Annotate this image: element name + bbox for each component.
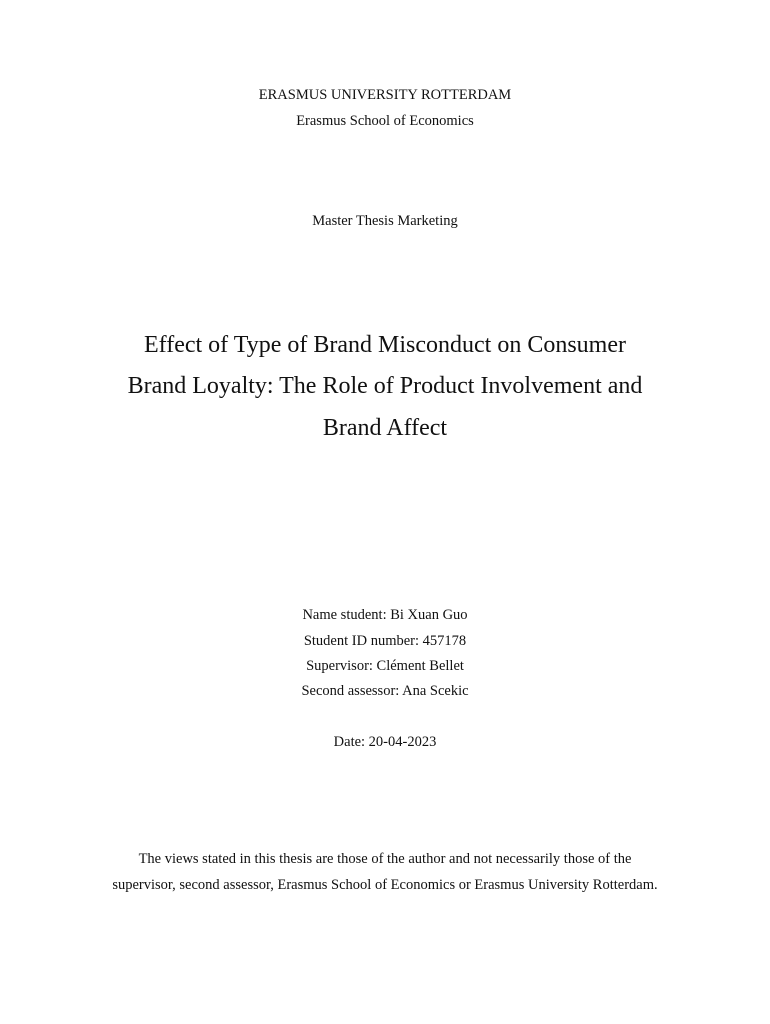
student-name: Name student: Bi Xuan Guo	[302, 607, 468, 623]
university-name: ERASMUS UNIVERSITY ROTTERDAM	[258, 87, 512, 103]
school-name: Erasmus School of Economics	[296, 113, 474, 129]
student-id: Student ID number: 457178	[303, 633, 467, 649]
disclaimer-line-1: The views stated in this thesis are those of the author and not necessarily those of the	[138, 851, 632, 867]
program-label: Master Thesis Marketing	[312, 213, 458, 229]
second-assessor: Second assessor: Ana Scekic	[301, 683, 469, 699]
thesis-title-line-2: Brand Loyalty: The Role of Product Involvement and	[127, 373, 643, 399]
thesis-title-line-1: Effect of Type of Brand Misconduct on Consumer	[143, 332, 626, 358]
submission-date: Date: 20-04-2023	[333, 734, 437, 750]
disclaimer-line-2: supervisor, second assessor, Erasmus School of Economics or Erasmus University Rotterdam.	[112, 877, 658, 893]
supervisor: Supervisor: Clément Bellet	[306, 658, 464, 674]
thesis-title-line-3: Brand Affect	[322, 415, 448, 441]
